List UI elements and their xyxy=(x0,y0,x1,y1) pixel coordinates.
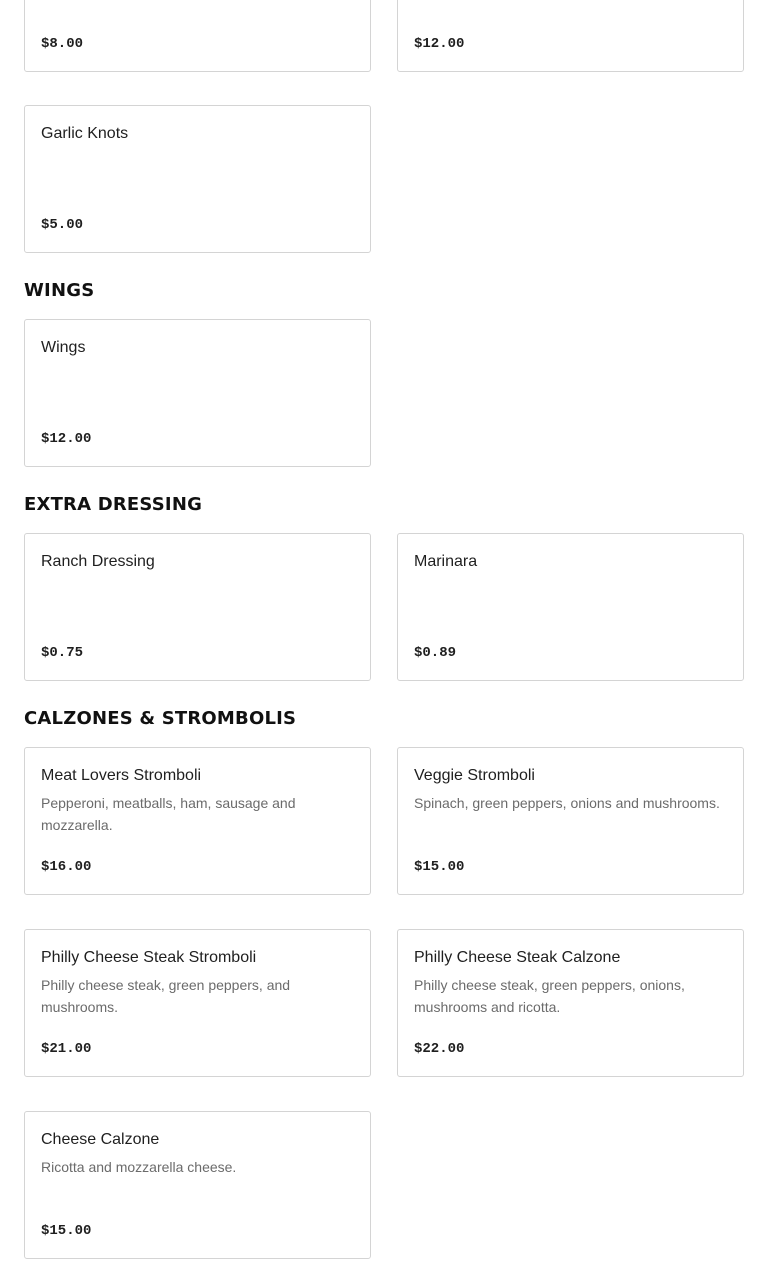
menu-item-description: Philly cheese steak, green peppers, onions, mushrooms and ricotta. xyxy=(414,977,685,1015)
menu-item-card[interactable] xyxy=(397,929,744,1077)
menu-item-card[interactable] xyxy=(24,1111,371,1259)
menu-item-description: Spinach, green peppers, onions and mushrooms. xyxy=(414,795,720,811)
menu-item-price: $0.89 xyxy=(414,645,457,661)
menu-item-price: $12.00 xyxy=(41,431,92,447)
menu-item-card[interactable] xyxy=(24,0,371,72)
menu-item-price: $0.75 xyxy=(41,645,84,661)
menu-item-name: Cheese Calzone xyxy=(41,1131,160,1148)
menu-item-price: $5.00 xyxy=(41,217,84,233)
menu-item-card[interactable] xyxy=(24,747,371,895)
menu-item-name: Garlic Knots xyxy=(41,125,129,142)
menu-item-card[interactable] xyxy=(24,533,371,681)
menu-item-name: Ranch Dressing xyxy=(41,553,155,570)
menu-item-description: Ricotta and mozzarella cheese. xyxy=(41,1159,237,1175)
menu-item-description: Pepperoni, meatballs, ham, sausage and mozzarella. xyxy=(41,795,296,833)
section-heading-calzones-strombolis: CALZONES & STROMBOLIS xyxy=(24,708,297,729)
menu-item-card[interactable] xyxy=(397,533,744,681)
menu-item-name: Philly Cheese Steak Stromboli xyxy=(41,949,257,966)
menu-item-price: $16.00 xyxy=(41,859,92,875)
menu-item-card[interactable] xyxy=(24,105,371,253)
menu-item-name: Veggie Stromboli xyxy=(414,767,535,784)
menu-item-card[interactable] xyxy=(24,929,371,1077)
menu-item-price: $21.00 xyxy=(41,1041,92,1057)
menu-item-name: Meat Lovers Stromboli xyxy=(41,767,202,784)
menu-item-card[interactable] xyxy=(397,747,744,895)
menu-item-price: $12.00 xyxy=(414,36,465,52)
menu-item-name: Philly Cheese Steak Calzone xyxy=(414,949,621,966)
menu-item-price: $22.00 xyxy=(414,1041,465,1057)
menu-item-card[interactable] xyxy=(24,319,371,467)
menu-item-price: $8.00 xyxy=(41,36,84,52)
menu-item-price: $15.00 xyxy=(414,859,465,875)
menu-item-price: $15.00 xyxy=(41,1223,92,1239)
section-heading-extra-dressing: EXTRA DRESSING xyxy=(24,494,203,515)
section-heading-wings: WINGS xyxy=(24,280,95,301)
menu-item-name: Wings xyxy=(41,339,86,356)
menu-item-name: Marinara xyxy=(414,553,478,570)
menu-item-card[interactable] xyxy=(397,0,744,72)
menu-item-description: Philly cheese steak, green peppers, and mushrooms. xyxy=(41,977,291,1015)
